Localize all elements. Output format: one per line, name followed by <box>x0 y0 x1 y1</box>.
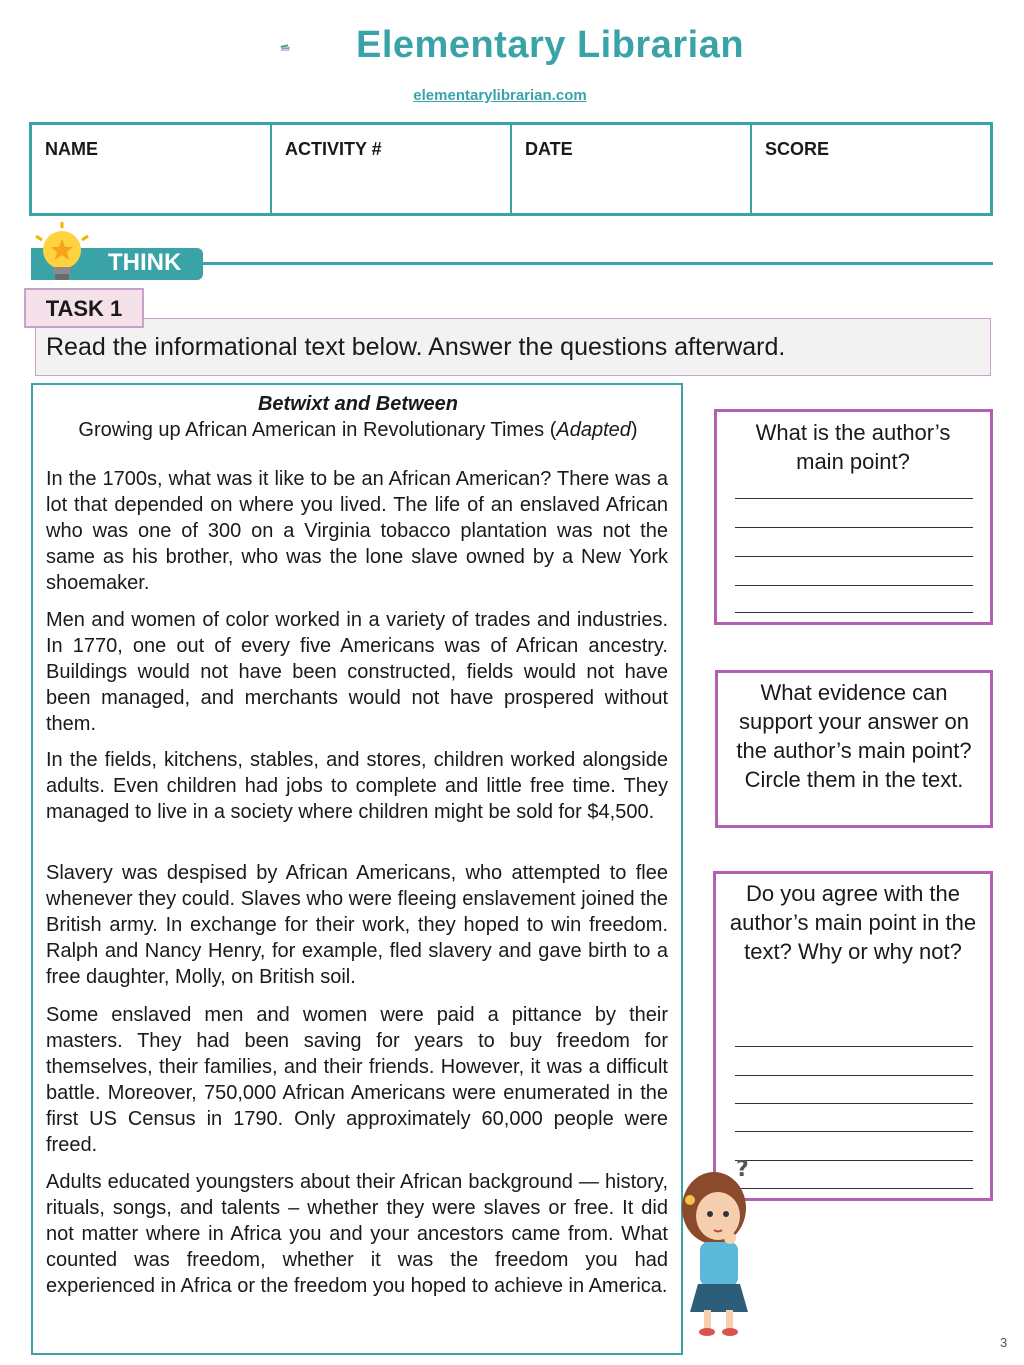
subtitle-text: Growing up African American in Revolutionary Times ( <box>78 419 557 441</box>
activity-field[interactable] <box>272 125 512 213</box>
answer-line[interactable] <box>735 527 973 528</box>
answer-line[interactable] <box>735 1075 973 1076</box>
passage-paragraph: In the 1700s, what was it like to be an African American? There was a lot that depended on where you lived. The life of an enslaved African who was one of 300 on a Virginia tobacco plantation was not the same as his brother, who was the lone slave owned by a New York shoemaker. <box>46 468 668 594</box>
think-divider <box>203 262 993 265</box>
subtitle-italic: Adapted <box>556 419 631 441</box>
task-label: TASK 1 <box>45 296 123 321</box>
task-instructions: Read the informational text below. Answer the questions afterward. <box>46 333 786 361</box>
answer-line[interactable] <box>735 498 973 499</box>
subtitle-end: ) <box>630 419 638 441</box>
thinking-girl-illustration <box>670 1160 770 1340</box>
student-info-table <box>29 122 993 216</box>
answer-line[interactable] <box>735 1131 973 1132</box>
passage-paragraph: In the fields, kitchens, stables, and stores, children worked alongside adults. Even children had jobs to complete and little free time. They managed to live in a society where children might be sold for $4,500. <box>46 749 668 823</box>
passage-paragraph: Men and women of color worked in a variety of trades and industries. In 1770, one out of every five Americans was of African ancestry. Buildings would not have been constructed, fields would not have been managed, and merchants would not have prospered without them. <box>46 609 668 735</box>
website-link[interactable]: elementarylibrarian.com <box>413 87 587 104</box>
question-evidence: What evidence can support your answer on the author’s main point? Circle them in the text. <box>736 680 972 792</box>
answer-line[interactable] <box>735 1188 973 1189</box>
svg-text:?: ? <box>736 1160 749 1182</box>
passage-paragraph: Slavery was despised by African Americans, who attempted to flee whenever they could. Slaves who were fleeing enslavement joined the British army. In exchange for their work, they hoped to win freedom. Ralph and Nancy Henry, for example, fled slavery and gave birth to a free daughter, Molly, on British soil. <box>46 862 668 988</box>
passage-paragraph: Some enslaved men and women were paid a pittance by their masters. They had been saving for years to buy freedom for themselves, their families, and their friends. However, it was a difficult battle. Moreover, 750,000 African Americans were enumerated in the first US Census in 1790. Only approximately 60,000 people were freed. <box>46 1004 668 1156</box>
answer-line[interactable] <box>735 556 973 557</box>
score-field[interactable] <box>752 125 990 213</box>
score-label: SCORE <box>765 139 830 159</box>
name-label: NAME <box>45 139 98 159</box>
question-main-point: What is the author’s main point? <box>755 420 951 474</box>
brand-name: Elementary Librarian <box>356 24 745 66</box>
answer-line[interactable] <box>735 1046 973 1047</box>
page-number: 3 <box>1000 1335 1008 1350</box>
name-field[interactable] <box>32 125 272 213</box>
books-logo-icon <box>280 22 350 74</box>
passage-title: Betwixt and Between <box>257 393 459 415</box>
answer-line[interactable] <box>735 1103 973 1104</box>
think-label: THINK <box>108 249 182 276</box>
passage-paragraph: Adults educated youngsters about their African background — history, rituals, songs, and talents – whether they were slaves or free. It did not matter where in Africa you and your ancestors came from. What counted was freedom, whether it was the freedom you had experienced in Africa or the freedom you hoped to achieve in America. <box>46 1171 668 1297</box>
passage-subtitle <box>33 419 683 442</box>
answer-line[interactable] <box>735 585 973 586</box>
date-field[interactable] <box>512 125 752 213</box>
date-label: DATE <box>525 139 573 159</box>
lightbulb-icon <box>30 222 94 290</box>
answer-line[interactable] <box>735 1160 973 1161</box>
answer-line[interactable] <box>735 612 973 613</box>
question-agree: Do you agree with the author’s main point in the text? Why or why not? <box>729 881 977 964</box>
activity-label: ACTIVITY # <box>285 139 382 159</box>
